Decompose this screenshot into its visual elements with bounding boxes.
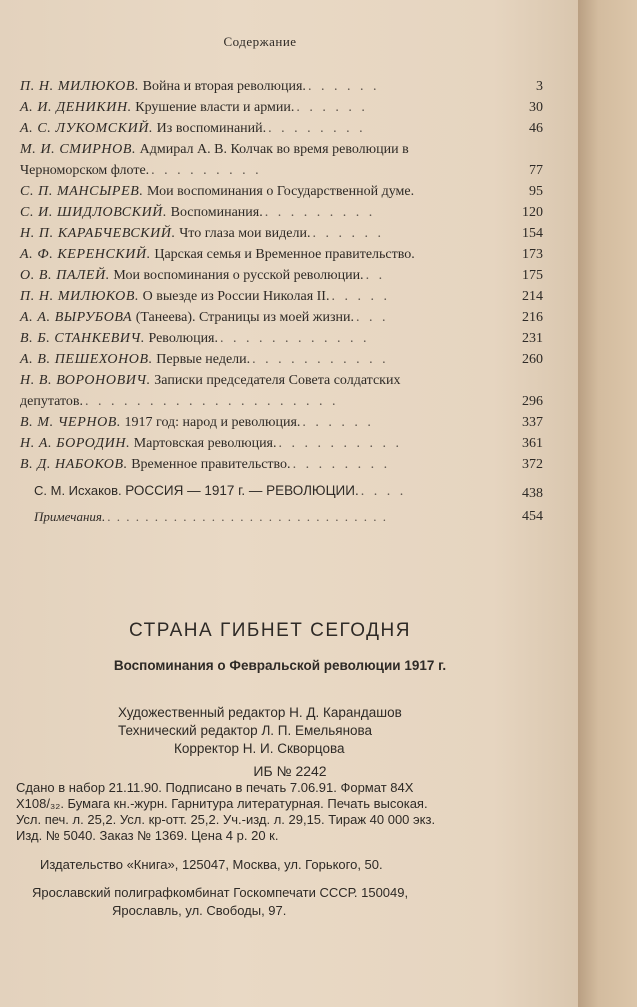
toc-author: В. М. ЧЕРНОВ. [20,415,122,430]
toc-title: Что глаза мои видели. [179,226,311,241]
toc-title: РОССИЯ — 1917 г. — РЕВОЛЮЦИИ. [125,483,359,498]
toc-page-number: 361 [522,436,543,451]
toc-leader: . . . . . . . . . . . . . . . . . . . . [85,394,339,409]
toc-page-number: 372 [522,457,543,472]
toc-entry [20,97,543,118]
toc-notes-entry [20,506,543,527]
toc-author: В. Д. НАБОКОВ. [20,457,128,472]
credits-block [118,704,402,758]
toc-author: О. В. ПАЛЕЙ. [20,268,110,283]
toc-author: П. Н. МИЛЮКОВ. [20,289,140,304]
art-editor-credit: Художественный редактор Н. Д. Карандашов [118,705,402,720]
book-binding-edge [578,0,637,1007]
printer-block [32,884,408,920]
book-subtitle: Воспоминания о Февральской революции 1917 г. [113,658,447,673]
toc-author: Н. В. ВОРОНОВИЧ. [20,373,151,388]
toc-page-number: 154 [522,226,543,241]
toc-author: А. Ф. КЕРЕНСКИЙ. [20,247,151,262]
toc-title: Воспоминания. [170,205,263,220]
printer-line: Ярославский полиграфкомбинат Госкомпечати СССР. 150049, [32,885,409,900]
toc-title: Война и вторая революция. [142,79,306,94]
toc-leader: . . . . . . . . [268,121,366,136]
imprint-line: Сдано в набор 21.11.90. Подписано в печать 7.06.91. Формат 84Х [16,780,414,795]
toc-author: П. Н. МИЛЮКОВ. [20,79,140,94]
toc-leader: . . . . . . . . . [151,163,262,178]
toc-entry [20,118,543,139]
toc-page-number: 120 [522,205,543,220]
toc-page-number: 214 [522,289,543,304]
toc-entry [20,202,543,223]
corrector-credit: Корректор Н. И. Скворцова [174,741,345,756]
toc-author: В. Б. СТАНКЕВИЧ. [20,331,145,346]
toc-leader: . . . [355,310,389,325]
toc-entry [20,349,543,370]
toc-entry [20,412,543,433]
toc-leader: . . . . . . [296,100,368,115]
toc-title: Примечания. [34,509,106,524]
toc-page-number: 296 [522,394,543,409]
toc-title: Революция. [148,331,218,346]
toc-leader: . . [365,268,386,283]
toc-page-number: 337 [522,415,543,430]
toc-title: Мартовская революция. [133,436,277,451]
toc-leader [415,247,417,262]
toc-page-number: 231 [522,331,543,346]
toc-title: Мои воспоминания о Государственной думе. [146,184,415,199]
toc-title: Мои воспоминания о русской революции. [113,268,364,283]
toc-author: М. И. СМИРНОВ. [20,142,137,157]
toc-leader: . . . . . . . . . [264,205,376,220]
toc-title: Крушение власти и армии. [135,100,295,115]
toc-entry [20,181,543,202]
toc-author: А. С. ЛУКОМСКИЙ. [20,121,154,136]
toc-entry [20,286,543,307]
toc-leader: . . . . . . [302,415,374,430]
tech-editor-credit: Технический редактор Л. П. Емельянова [118,723,373,738]
ib-number: ИБ № 2242 [253,763,327,779]
imprint-line: Х108/₃₂. Бумага кн.-журн. Гарнитура литературная. Печать высокая. [16,796,428,811]
toc-leader: . . . . . [331,289,390,304]
toc-entry [20,265,543,286]
toc-leader: . . . . . . . . . . [278,436,402,451]
toc-author: А. А. ВЫРУБОВА [20,310,133,325]
toc-page-number: 260 [522,352,543,367]
toc-page-number: 175 [522,268,543,283]
printer-line: Ярославль, ул. Свободы, 97. [112,903,287,918]
toc-title: Записки председателя Совета солдатских [154,373,401,388]
toc-title: Адмирал А. В. Колчак во время революции в [139,142,409,157]
toc-entry [20,328,543,349]
toc-page-number: 95 [529,184,543,199]
toc-page-number: 3 [536,79,543,94]
toc-leader: . . . . . . . . . . . . [220,331,370,346]
toc-entry [20,307,543,328]
toc-page-number: 30 [529,100,543,115]
toc-leader: . . . . [360,484,407,499]
toc-title: Из воспоминаний. [156,121,267,136]
toc-title: Первые недели. [156,352,251,367]
table-of-contents [20,76,543,527]
toc-leader: . . . . . . [312,226,384,241]
toc-author: А. В. ПЕШЕХОНОВ. [20,352,153,367]
toc-title-continued: депутатов. [20,394,84,409]
toc-title-continued: Черноморском флоте. [20,163,150,178]
toc-entry [20,244,543,265]
toc-title: О выезде из России Николая II. [142,289,330,304]
toc-entry [20,76,543,97]
book-title: СТРАНА ГИБНЕТ СЕГОДНЯ [129,620,411,641]
toc-author: С. И. ШИДЛОВСКИЙ. [20,205,168,220]
imprint-block [16,780,536,844]
toc-title: 1917 год: народ и революция. [124,415,301,430]
toc-author: С. М. Исхаков. [34,483,122,498]
toc-leader: . . . . . . . . [292,457,391,472]
toc-entry [20,433,543,454]
toc-page-number: 77 [529,163,543,178]
toc-author: А. И. ДЕНИКИН. [20,100,132,115]
toc-entry [20,454,543,475]
imprint-line: Изд. № 5040. Заказ № 1369. Цена 4 р. 20 к. [16,828,279,843]
toc-page-number: 454 [522,509,543,524]
toc-page-number: 46 [529,121,543,136]
toc-heading: Содержание [223,34,297,49]
toc-entry [20,223,543,244]
toc-author: Н. П. КАРАБЧЕВСКИЙ. [20,226,176,241]
toc-essay-entry [20,480,543,502]
toc-title: (Танеева). Страницы из моей жизни. [135,310,354,325]
toc-page-number: 438 [522,486,543,501]
toc-author: С. П. МАНСЫРЕВ. [20,184,144,199]
toc-leader: . . . . . . . . . . . [252,352,389,367]
toc-leader: . . . . . . . . . . . . . . . . . . . . . . . . . . . . . . [107,509,388,524]
toc-entry [20,370,543,412]
publisher-address: Издательство «Книга», 125047, Москва, ул. Горького, 50. [40,857,383,872]
toc-title: Временное правительство. [131,457,291,472]
toc-author: Н. А. БОРОДИН. [20,436,131,451]
toc-page-number: 216 [522,310,543,325]
toc-leader [414,184,416,199]
toc-title: Царская семья и Временное правительство. [154,247,415,262]
toc-page-number: 173 [522,247,543,262]
toc-leader: . . . . . . [307,79,380,94]
toc-entry [20,139,543,181]
imprint-line: Усл. печ. л. 25,2. Усл. кр-отт. 25,2. Уч.-изд. л. 29,15. Тираж 40 000 экз. [16,812,436,827]
